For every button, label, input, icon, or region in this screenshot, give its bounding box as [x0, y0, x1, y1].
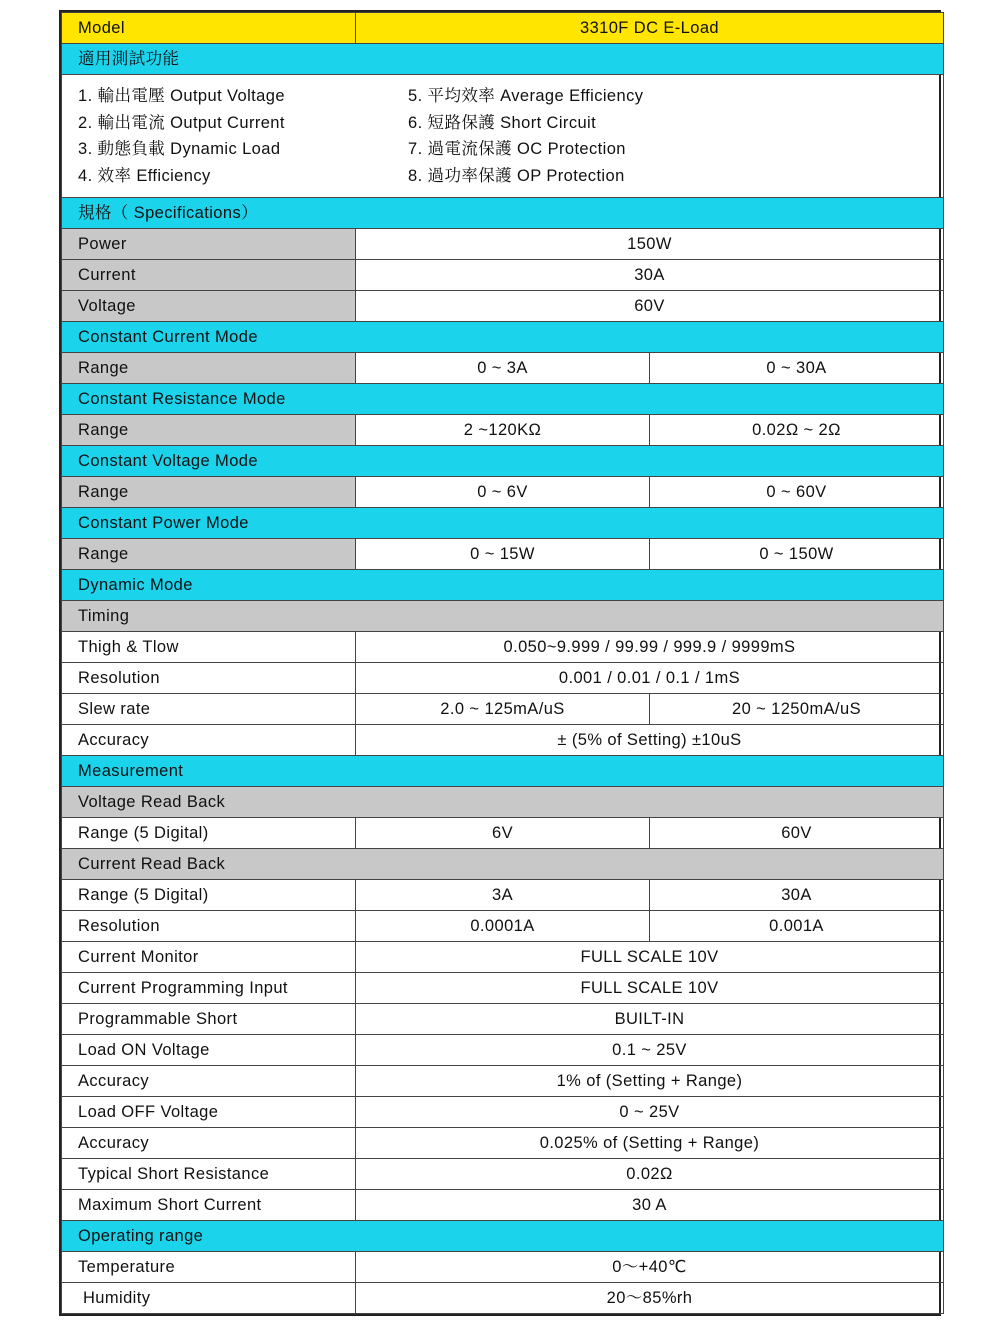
- specs-heading-row: [62, 198, 944, 229]
- cp-range-low: 0 ~ 15W: [356, 539, 650, 570]
- cc-range-row: [62, 353, 944, 384]
- dyn-accuracy-value: ± (5% of Setting) ±10uS: [356, 725, 944, 756]
- model-label: Model: [62, 13, 356, 44]
- function-item: 4. 效率 Efficiency: [78, 166, 211, 185]
- prog-short-label: Programmable Short: [62, 1004, 356, 1035]
- cr-heading-row: [62, 384, 944, 415]
- cr-range-label: Range: [62, 415, 356, 446]
- c-range-high: 30A: [650, 880, 944, 911]
- humidity-value: 20～85%rh: [356, 1283, 944, 1314]
- function-item: 1. 輸出電壓 Output Voltage: [78, 87, 285, 105]
- cr-range-low: 2 ~120KΩ: [356, 415, 650, 446]
- c-res-high: 0.001A: [650, 911, 944, 942]
- slew-label: Slew rate: [62, 694, 356, 725]
- voltage-label: Voltage: [62, 291, 356, 322]
- spec-table: [61, 12, 944, 1314]
- function-item: 6. 短路保護 Short Circuit: [408, 113, 597, 132]
- off-voltage-row: [62, 1097, 944, 1128]
- power-row: [62, 229, 944, 260]
- dyn-accuracy-label: Accuracy: [62, 725, 356, 756]
- cc-range-label: Range: [62, 353, 356, 384]
- c-res-label: Resolution: [62, 911, 356, 942]
- on-accuracy-label: Accuracy: [62, 1066, 356, 1097]
- cp-heading-row: [62, 508, 944, 539]
- prog-input-row: [62, 973, 944, 1004]
- cc-heading: Constant Current Mode: [62, 322, 944, 353]
- model-value: 3310F DC E-Load: [356, 13, 944, 44]
- functions-list: [62, 75, 944, 198]
- cc-range-low: 0 ~ 3A: [356, 353, 650, 384]
- dyn-resolution-row: [62, 663, 944, 694]
- cr-heading: Constant Resistance Mode: [62, 384, 944, 415]
- humidity-row: [62, 1283, 944, 1314]
- c-res-row: [62, 911, 944, 942]
- measurement-heading-row: [62, 756, 944, 787]
- function-item: 8. 過功率保護 OP Protection: [408, 166, 625, 185]
- function-item: 2. 輸出電流 Output Current: [78, 113, 285, 132]
- cc-range-high: 0 ~ 30A: [650, 353, 944, 384]
- cp-range-label: Range: [62, 539, 356, 570]
- dynamic-heading: Dynamic Mode: [62, 570, 944, 601]
- off-voltage-value: 0 ~ 25V: [356, 1097, 944, 1128]
- v-range-label: Range (5 Digital): [62, 818, 356, 849]
- current-label: Current: [62, 260, 356, 291]
- cp-range-high: 0 ~ 150W: [650, 539, 944, 570]
- c-range-low: 3A: [356, 880, 650, 911]
- off-accuracy-label: Accuracy: [62, 1128, 356, 1159]
- current-value: 30A: [356, 260, 944, 291]
- function-item: 5. 平均效率 Average Efficiency: [408, 87, 644, 105]
- dyn-accuracy-row: [62, 725, 944, 756]
- dynamic-heading-row: [62, 570, 944, 601]
- timing-row: [62, 601, 944, 632]
- dyn-resolution-label: Resolution: [62, 663, 356, 694]
- v-range-row: [62, 818, 944, 849]
- crb-heading: Current Read Back: [62, 849, 944, 880]
- c-range-label: Range (5 Digital): [62, 880, 356, 911]
- c-res-low: 0.0001A: [356, 911, 650, 942]
- short-cur-label: Maximum Short Current: [62, 1190, 356, 1221]
- prog-short-value: BUILT-IN: [356, 1004, 944, 1035]
- slew-low: 2.0 ~ 125mA/uS: [356, 694, 650, 725]
- c-range-row: [62, 880, 944, 911]
- on-voltage-value: 0.1 ~ 25V: [356, 1035, 944, 1066]
- temperature-value: 0～+40℃: [356, 1252, 944, 1283]
- cv-range-high: 0 ~ 60V: [650, 477, 944, 508]
- on-accuracy-value: 1% of (Setting + Range): [356, 1066, 944, 1097]
- voltage-row: [62, 291, 944, 322]
- prog-input-label: Current Programming Input: [62, 973, 356, 1004]
- v-range-high: 60V: [650, 818, 944, 849]
- function-item: 3. 動態負載 Dynamic Load: [78, 140, 281, 158]
- cv-heading-row: [62, 446, 944, 477]
- model-row: [62, 13, 944, 44]
- monitor-value: FULL SCALE 10V: [356, 942, 944, 973]
- off-accuracy-value: 0.025% of (Setting + Range): [356, 1128, 944, 1159]
- functions-heading-row: [62, 44, 944, 75]
- prog-input-value: FULL SCALE 10V: [356, 973, 944, 1004]
- v-range-low: 6V: [356, 818, 650, 849]
- slew-row: [62, 694, 944, 725]
- cv-range-row: [62, 477, 944, 508]
- short-res-row: [62, 1159, 944, 1190]
- power-label: Power: [62, 229, 356, 260]
- current-row: [62, 260, 944, 291]
- functions-row: [62, 75, 944, 198]
- cv-heading: Constant Voltage Mode: [62, 446, 944, 477]
- on-voltage-label: Load ON Voltage: [62, 1035, 356, 1066]
- temperature-label: Temperature: [62, 1252, 356, 1283]
- temperature-row: [62, 1252, 944, 1283]
- specs-heading: 規格（ Specifications）: [62, 198, 944, 229]
- monitor-row: [62, 942, 944, 973]
- cc-heading-row: [62, 322, 944, 353]
- cr-range-row: [62, 415, 944, 446]
- power-value: 150W: [356, 229, 944, 260]
- timing-heading: Timing: [62, 601, 944, 632]
- operating-heading: Operating range: [62, 1221, 944, 1252]
- vrb-heading: Voltage Read Back: [62, 787, 944, 818]
- voltage-value: 60V: [356, 291, 944, 322]
- thigh-label: Thigh & Tlow: [62, 632, 356, 663]
- functions-heading: 適用測試功能: [62, 44, 944, 75]
- slew-high: 20 ~ 1250mA/uS: [650, 694, 944, 725]
- humidity-label: Humidity: [62, 1283, 356, 1314]
- thigh-row: [62, 632, 944, 663]
- vrb-row: [62, 787, 944, 818]
- on-accuracy-row: [62, 1066, 944, 1097]
- thigh-value: 0.050~9.999 / 99.99 / 999.9 / 9999mS: [356, 632, 944, 663]
- operating-heading-row: [62, 1221, 944, 1252]
- cp-heading: Constant Power Mode: [62, 508, 944, 539]
- off-voltage-label: Load OFF Voltage: [62, 1097, 356, 1128]
- short-res-label: Typical Short Resistance: [62, 1159, 356, 1190]
- short-cur-row: [62, 1190, 944, 1221]
- dyn-resolution-value: 0.001 / 0.01 / 0.1 / 1mS: [356, 663, 944, 694]
- off-accuracy-row: [62, 1128, 944, 1159]
- prog-short-row: [62, 1004, 944, 1035]
- spec-sheet: [59, 10, 941, 1316]
- cv-range-low: 0 ~ 6V: [356, 477, 650, 508]
- cr-range-high: 0.02Ω ~ 2Ω: [650, 415, 944, 446]
- crb-row: [62, 849, 944, 880]
- monitor-label: Current Monitor: [62, 942, 356, 973]
- measurement-heading: Measurement: [62, 756, 944, 787]
- short-res-value: 0.02Ω: [356, 1159, 944, 1190]
- function-item: 7. 過電流保護 OC Protection: [408, 140, 626, 158]
- cp-range-row: [62, 539, 944, 570]
- short-cur-value: 30 A: [356, 1190, 944, 1221]
- cv-range-label: Range: [62, 477, 356, 508]
- on-voltage-row: [62, 1035, 944, 1066]
